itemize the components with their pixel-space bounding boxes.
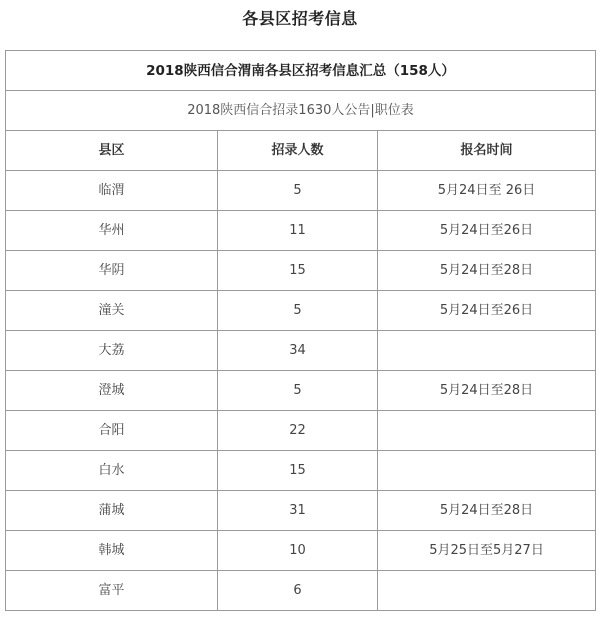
- cell-date: 5月24日至28日: [378, 371, 596, 411]
- cell-date: [378, 451, 596, 491]
- cell-date: [378, 571, 596, 611]
- cell-count: 5: [218, 291, 378, 331]
- cell-county: 大荔: [6, 331, 218, 371]
- cell-count: 34: [218, 331, 378, 371]
- announcement-link[interactable]: 2018陕西信合招录1630人公告|职位表: [6, 91, 596, 131]
- table-row: [6, 531, 596, 571]
- table-row: [6, 171, 596, 211]
- cell-date: 5月24日至26日: [378, 211, 596, 251]
- cell-date: 5月24日至28日: [378, 491, 596, 531]
- cell-county: 潼关: [6, 291, 218, 331]
- header-county: 县区: [6, 131, 218, 171]
- table-summary-row: [6, 51, 596, 91]
- cell-count: 15: [218, 451, 378, 491]
- cell-date: 5月24日至 26日: [378, 171, 596, 211]
- cell-count: 31: [218, 491, 378, 531]
- table-row: [6, 371, 596, 411]
- cell-count: 15: [218, 251, 378, 291]
- cell-date: 5月25日至5月27日: [378, 531, 596, 571]
- cell-count: 22: [218, 411, 378, 451]
- cell-county: 富平: [6, 571, 218, 611]
- cell-county: 韩城: [6, 531, 218, 571]
- table-row: [6, 251, 596, 291]
- cell-count: 5: [218, 171, 378, 211]
- cell-count: 6: [218, 571, 378, 611]
- header-count: 招录人数: [218, 131, 378, 171]
- cell-date: 5月24日至28日: [378, 251, 596, 291]
- cell-county: 华州: [6, 211, 218, 251]
- table-row: [6, 411, 596, 451]
- table-link-row: [6, 91, 596, 131]
- cell-county: 临渭: [6, 171, 218, 211]
- cell-date: [378, 331, 596, 371]
- table-summary-title: 2018陕西信合渭南各县区招考信息汇总（158人）: [6, 51, 596, 91]
- recruitment-table: [5, 50, 596, 611]
- cell-county: 合阳: [6, 411, 218, 451]
- table-header-row: [6, 131, 596, 171]
- cell-count: 10: [218, 531, 378, 571]
- cell-county: 白水: [6, 451, 218, 491]
- cell-count: 11: [218, 211, 378, 251]
- table-row: [6, 571, 596, 611]
- cell-date: 5月24日至26日: [378, 291, 596, 331]
- cell-count: 5: [218, 371, 378, 411]
- page-title: 各县区招考信息: [242, 9, 358, 28]
- table-row: [6, 211, 596, 251]
- cell-county: 蒲城: [6, 491, 218, 531]
- table-row: [6, 451, 596, 491]
- cell-county: 澄城: [6, 371, 218, 411]
- cell-date: [378, 411, 596, 451]
- table-row: [6, 331, 596, 371]
- table-row: [6, 491, 596, 531]
- cell-county: 华阴: [6, 251, 218, 291]
- header-date: 报名时间: [378, 131, 596, 171]
- table-row: [6, 291, 596, 331]
